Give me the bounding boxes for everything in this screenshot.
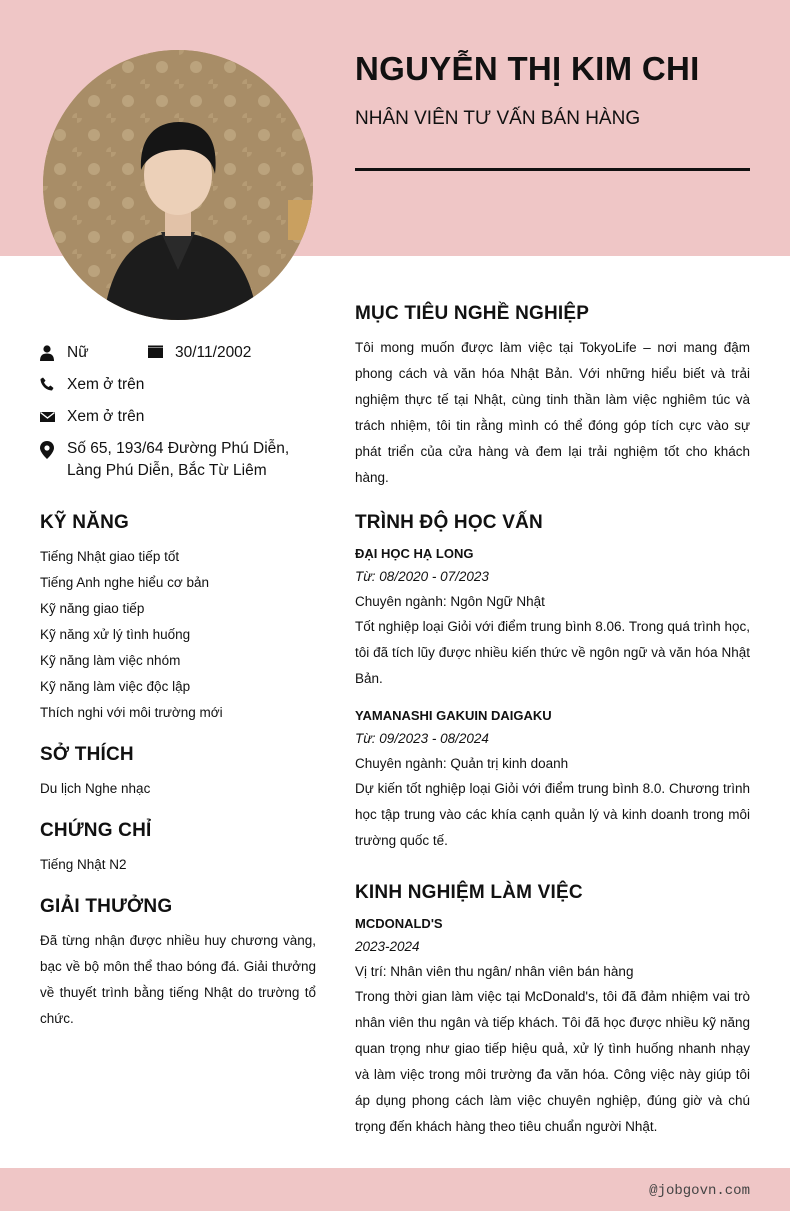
skill-item: Thích nghi với môi trường mới <box>40 705 223 720</box>
skill-item: Kỹ năng xử lý tình huống <box>40 627 191 642</box>
awards-title: GIẢI THƯỞNG <box>40 896 173 917</box>
education-major: Chuyên ngành: Quản trị kinh doanh <box>355 756 569 771</box>
footer-site: @jobgovn.com <box>649 1183 750 1199</box>
phone-item <box>40 374 320 396</box>
awards-section <box>40 896 316 1032</box>
skills-list <box>40 544 316 726</box>
profile-photo <box>43 50 313 320</box>
skill-item: Kỹ năng làm việc nhóm <box>40 653 181 668</box>
job-title: NHÂN VIÊN TƯ VẤN BÁN HÀNG <box>355 108 641 129</box>
experience-section <box>355 882 750 1140</box>
address-item <box>40 438 320 482</box>
experience-desc: Trong thời gian làm việc tại McDonald's, tôi đã đảm nhiệm vai trò nhân viên thu ngân và tiếp khách. Tôi đã học được nhiều kỹ năng quan trọng như giao tiếp hiệu quả, xử lý tình huống nhanh nhạy và làm việc trong môi trường đa văn hóa. Công việc này giúp tôi áp dụng phong cách làm việc chuyên nghiệp, đúng giờ và chú trọng đến khách hàng theo tiêu chuẩn người Nhật. <box>355 989 750 1134</box>
skill-item: Kỹ năng làm việc độc lập <box>40 679 191 694</box>
school-name: YAMANASHI GAKUIN DAIGAKU <box>355 708 552 723</box>
education-desc: Tốt nghiệp loại Giỏi với điểm trung bình 8.06. Trong quá trình học, tôi đã tích lũy được nhiều kiến thức về ngôn ngữ và văn hóa Nhật Bản. <box>355 619 750 686</box>
envelope-icon <box>40 409 54 425</box>
skills-title: KỸ NĂNG <box>40 512 130 533</box>
awards-text: Đã từng nhận được nhiều huy chương vàng, bạc về bộ môn thể thao bóng đá. Giải thưởng về thuyết trình bằng tiếng Nhật do trường tổ chức. <box>40 933 316 1026</box>
title-divider <box>355 168 750 171</box>
company-name: MCDONALD'S <box>355 916 443 931</box>
contact-row-personal <box>40 342 320 364</box>
experience-title: KINH NGHIỆM LÀM VIỆC <box>355 882 583 903</box>
education-title: TRÌNH ĐỘ HỌC VẤN <box>355 512 543 533</box>
certificates-title: CHỨNG CHỈ <box>40 820 152 841</box>
map-pin-icon <box>40 441 54 457</box>
phone-value: Xem ở trên <box>67 376 145 393</box>
contact-info <box>40 342 320 492</box>
education-entry <box>355 706 750 854</box>
objective-title: MỤC TIÊU NGHỀ NGHIỆP <box>355 303 590 324</box>
certificates-section <box>40 820 316 878</box>
candidate-name: NGUYỄN THỊ KIM CHI <box>355 50 700 87</box>
hobbies-section <box>40 744 316 802</box>
skill-item: Tiếng Nhật giao tiếp tốt <box>40 549 180 564</box>
objective-section <box>355 303 750 491</box>
experience-date: 2023-2024 <box>355 939 420 954</box>
experience-position: Vị trí: Nhân viên thu ngân/ nhân viên bán hàng <box>355 964 634 979</box>
address-line-2: Làng Phú Diễn, Bắc Từ Liêm <box>67 462 267 479</box>
education-date: Từ: 09/2023 - 08/2024 <box>355 731 489 746</box>
education-major: Chuyên ngành: Ngôn Ngữ Nhật <box>355 594 545 609</box>
birthday-item <box>148 342 251 364</box>
calendar-icon <box>148 345 162 361</box>
address-line-1: Số 65, 193/64 Đường Phú Diễn, <box>67 440 290 457</box>
birthday-value: 30/11/2002 <box>175 344 252 361</box>
school-name: ĐẠI HỌC HẠ LONG <box>355 546 474 561</box>
address-value <box>67 438 289 482</box>
email-value: Xem ở trên <box>67 408 145 425</box>
phone-icon <box>40 377 54 393</box>
education-entry <box>355 544 750 692</box>
education-desc: Dự kiến tốt nghiệp loại Giỏi với điểm trung bình 8.0. Chương trình học tập trung vào các khía cạnh quản lý và kinh doanh trong môi trường quốc tế. <box>355 781 750 848</box>
gender-item <box>40 342 148 364</box>
objective-text: Tôi mong muốn được làm việc tại TokyoLife – nơi mang đậm phong cách và văn hóa Nhật Bản. Với những hiểu biết và trải nghiệm thực tế tại Nhật, cùng tinh thần làm việc nghiêm túc và trách nhiệm, tôi tin rằng mình có thể đóng góp tích cực vào sự phát triển của cửa hàng và đem lại trải nghiệm tốt cho khách hàng. <box>355 340 750 485</box>
email-item <box>40 406 320 428</box>
skills-section <box>40 512 316 726</box>
skill-item: Tiếng Anh nghe hiểu cơ bản <box>40 575 209 590</box>
certificates-text: Tiếng Nhật N2 <box>40 857 127 872</box>
skill-item: Kỹ năng giao tiếp <box>40 601 145 616</box>
education-date: Từ: 08/2020 - 07/2023 <box>355 569 489 584</box>
person-icon <box>40 345 54 361</box>
hobbies-title: SỞ THÍCH <box>40 744 134 765</box>
hobbies-text: Du lịch Nghe nhạc <box>40 781 151 796</box>
gender-value: Nữ <box>67 344 89 361</box>
education-section <box>355 512 750 854</box>
